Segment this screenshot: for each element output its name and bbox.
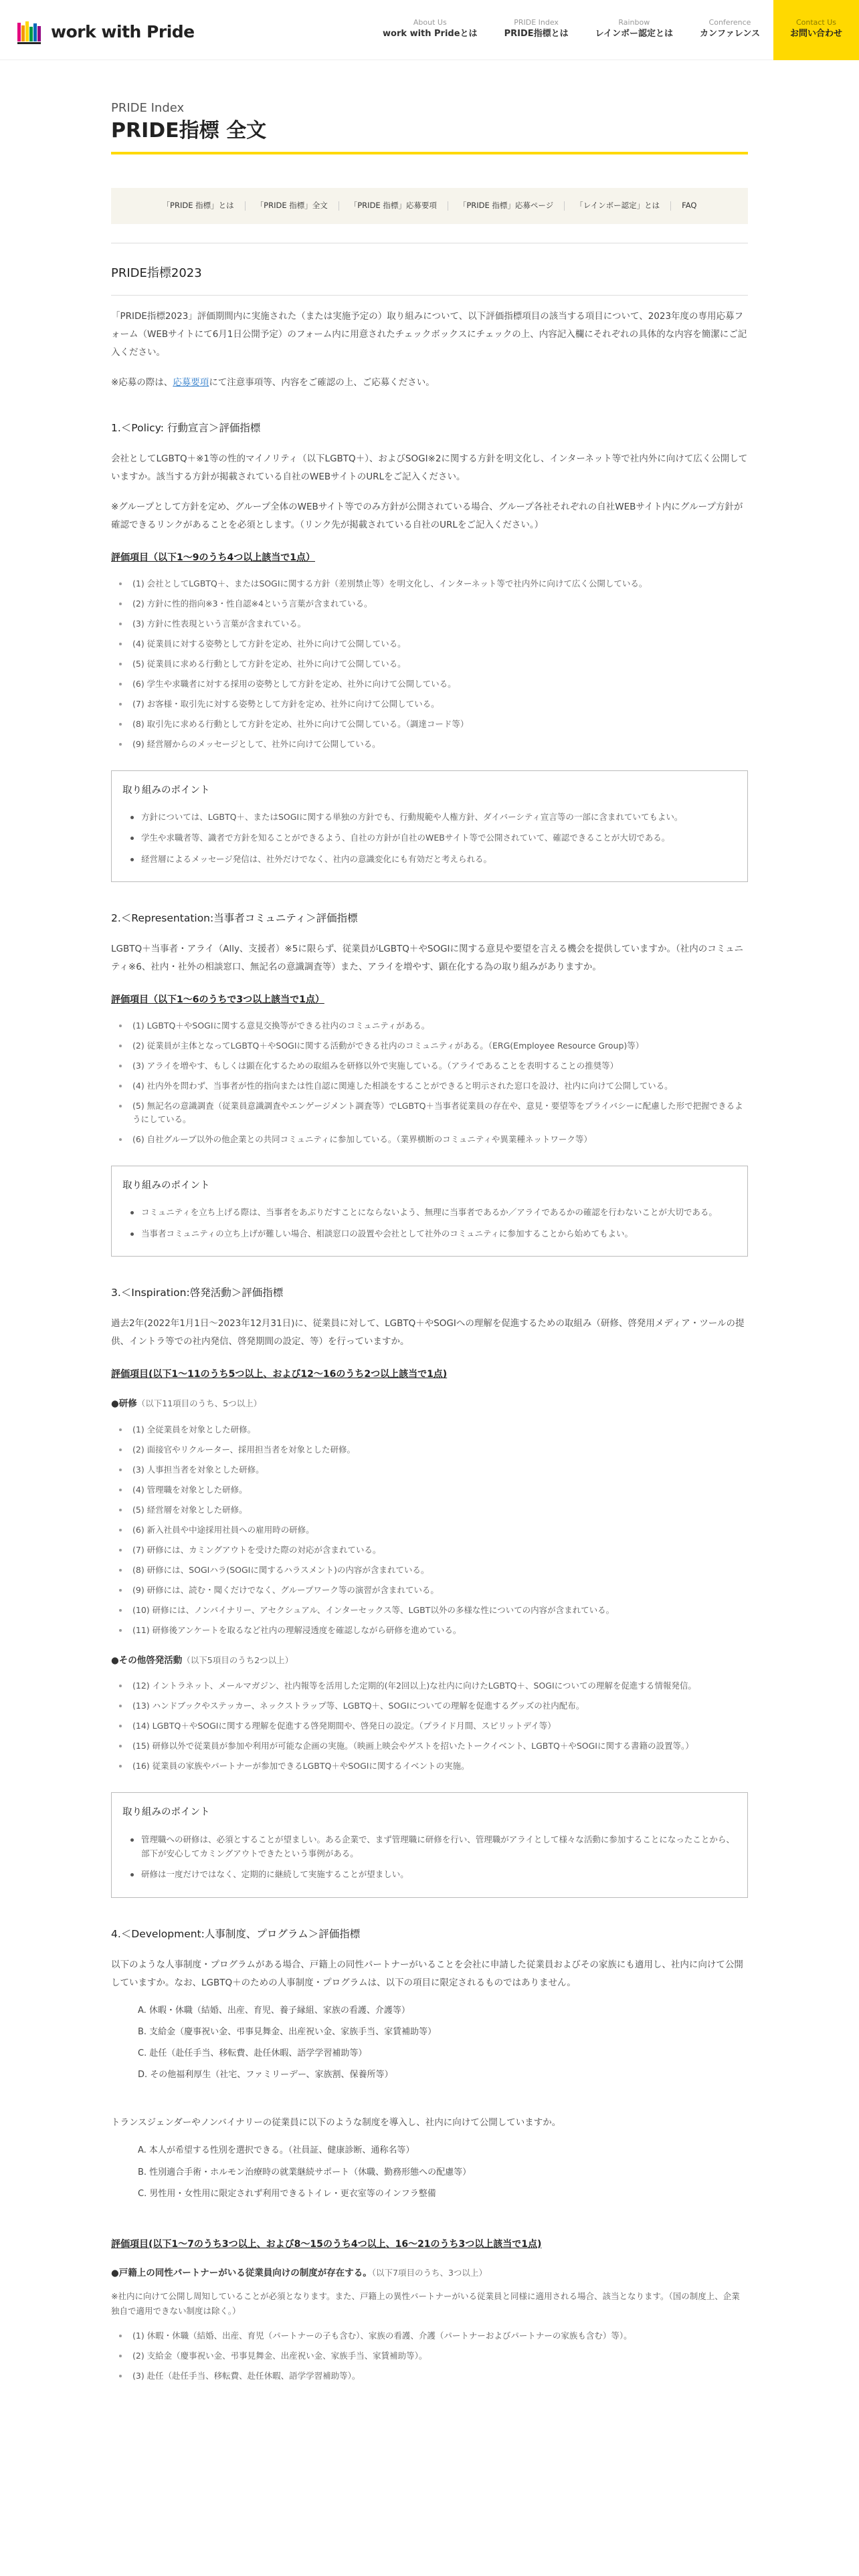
nav-rainbow-label: レインボー認定とは (595, 29, 673, 39)
global-nav (369, 0, 859, 60)
sec1-desc: 会社としてLGBTQ＋※1等の性的マイノリティ（以下LGBTQ＋）、およびSOGI※2に関する方針を明文化し、インターネット等で社内外に向けて広く公開していますか。該当する方針が掲載されている自社のWEBサイトのURLをご記入ください。 (111, 453, 748, 483)
list-item: (3) 人事担当者を対象とした研修。 (111, 1460, 748, 1480)
sec3-point-box (111, 1792, 748, 1897)
intro-paragraph: 「PRIDE指標2023」評価期間内に実施された（または実施予定の）取り組みについて、以下評価指標項目の該当する項目について、2023年度の専用応募フォーム（WEBサイトにて6月1日公開予定）のフォーム内に用意されたチェックボックスにチェックの上、内容記入欄にそれぞれの具体的な内容を簡潔にご記入ください。 (111, 310, 747, 358)
sec1-point-title: 取り組みのポイント (122, 784, 210, 796)
guidelines-link[interactable]: 応募要項 (173, 377, 209, 388)
list-item: A. 休暇・休職（結婚、出産、育児、養子縁組、家族の看護、介護等） (138, 2006, 410, 2016)
list-item: (2) 支給金（慶事祝い金、弔事見舞金、出産祝い金、家族手当、家賃補助等）。 (111, 2346, 748, 2366)
point-item: 経営層によるメッセージ発信は、社外だけでなく、社内の意識変化にも有効だと考えられる。 (122, 849, 737, 869)
sec2-items (111, 1016, 748, 1150)
list-item: (12) イントラネット、メールマガジン、社内報等を活用した定期的(年2回以上)な社内に向けたLGBTQ＋、SOGIについての理解を促進する情報発信。 (111, 1676, 748, 1696)
list-item: (1) 休暇・休職（結婚、出産、育児（パートナーの子も含む）、家族の看護、介護（パートナーおよびパートナーの家族も含む）等）。 (111, 2326, 748, 2346)
sec4-partner-label: ●戸籍上の同性パートナーがいる従業員向けの制度が存在する。 (111, 2268, 372, 2279)
sec3-other-heading (111, 1652, 748, 1670)
list-item: (4) 社内外を問わず、当事者が性的指向または性自認に関連した相談をすることができると明示された窓口を設け、社内に向けて公開している。 (111, 1076, 748, 1096)
sec1-title: 1.＜Policy: 行動宣言＞評価指標 (111, 421, 261, 434)
page-title: PRIDE指標 全文 (111, 119, 267, 143)
list-item: (9) 経営層からのメッセージとして、社外に向けて公開している。 (111, 734, 748, 754)
sec3-desc: 過去2年(2022年1月1日〜2023年12月31日)に、従業員に対して、LGBTQ＋やSOGIへの理解を促進するための取組み（研修、啓発用メディア・ツールの提供、イントラ等での社内発信、啓発期間の設定、等）を行っていますか。 (111, 1318, 745, 1348)
sec1-point-box (111, 770, 748, 882)
sec4-note: ※社内に向けて公開し周知していることが必須となります。また、戸籍上の異性パートナーがいる従業員と同様に適用される場合、該当となります。（国の制度上、企業独自で適用できない制度は除く。） (111, 2290, 740, 2317)
list-item: (2) 方針に性的指向※3・性自認※4という言葉が含まれている。 (111, 594, 748, 614)
sec3-eval-heading: 評価項目(以下1〜11のうち5つ以上、および12〜16のうち2つ以上該当で1点) (111, 1369, 448, 1380)
list-item: (3) 方針に性表現という言葉が含まれている。 (111, 614, 748, 634)
title-underline (111, 152, 748, 154)
sec3-training-label: ●研修 (111, 1398, 137, 1410)
sec3-other-label: ●その他啓発活動 (111, 1654, 183, 1666)
rainbow-logo-icon (16, 17, 45, 47)
list-item: (8) 研修には、SOGIハラ(SOGIに関するハラスメント)の内容が含まれている。 (111, 1560, 748, 1580)
subnav-rainbow[interactable]: 「レインボー認定」とは (564, 201, 670, 211)
list-item: (6) 自社グループ以外の他企業との共同コミュニティに参加している。（業界横断のコミュニティや異業種ネットワーク等） (111, 1130, 748, 1150)
subnav-apply[interactable]: 「PRIDE 指標」応募ページ (448, 201, 564, 211)
list-item: (5) 経営層を対象とした研修。 (111, 1500, 748, 1520)
nav-rainbow-sub: Rainbow (618, 18, 650, 27)
sec3-other-note: （以下5項目のうち2つ以上） (182, 1654, 294, 1665)
nav-about-label: work with Prideとは (383, 29, 478, 39)
sec4-partner-note: （以下7項目のうち、3つ以上） (371, 2268, 487, 2278)
logo-text: work with Pride (51, 22, 195, 41)
point-item: コミュニティを立ち上げる際は、当事者をあぶりだすことにならないよう、無理に当事者であるか／アライであるかの確認を行わないことが大切である。 (122, 1202, 737, 1222)
sec4-items (111, 2326, 748, 2386)
list-item: (16) 従業員の家族やパートナーが参加できるLGBTQ＋やSOGIに関するイベントの実施。 (111, 1756, 748, 1776)
sec4-benefit-list (111, 2000, 748, 2086)
list-item: (6) 新入社員や中途採用社員への雇用時の研修。 (111, 1520, 748, 1540)
sec2-eval-heading: 評価項目（以下1〜6のうちで3つ以上該当で1点） (111, 994, 324, 1006)
subnav-full-text[interactable]: 「PRIDE 指標」全文 (245, 201, 339, 211)
sec4-eval-heading: 評価項目(以下1〜7のうち3つ以上、および8〜15のうち4つ以上、16〜21のうち3つ以上該当で1点) (111, 2238, 542, 2250)
list-item: (1) LGBTQ＋やSOGIに関する意見交換等ができる社内のコミュニティがある。 (111, 1016, 748, 1036)
nav-pride-index-sub: PRIDE Index (514, 18, 559, 27)
nav-about-sub: About Us (413, 18, 447, 27)
sec1-note: ※グループとして方針を定め、グループ全体のWEBサイト等でのみ方針が公開されている場合、グループ各社それぞれの自社WEBサイト内にグループ方針が確認できるリンクがあることを必須とします。（リンク先が掲載されている自社のURLをご記入ください。） (111, 502, 743, 531)
list-item: C. 男性用・女性用に限定されず利用できるトイレ・更衣室等のインフラ整備 (138, 2188, 436, 2199)
list-item: D. その他福利厚生（社宅、ファミリーデー、家族割、保養所等） (138, 2070, 393, 2080)
intro-notice (111, 374, 748, 392)
list-item: C. 赴任（赴任手当、移転費、赴任休暇、語学学習補助等） (138, 2048, 367, 2059)
list-item: (3) 赴任（赴任手当、移転費、赴任休暇、語学学習補助等）。 (111, 2366, 748, 2386)
sec4-partner-heading (111, 2265, 748, 2282)
list-item: (2) 面接官やリクルーター、採用担当者を対象とした研修。 (111, 1440, 748, 1460)
point-item: 研修は一度だけではなく、定期的に継続して実施することが望ましい。 (122, 1864, 737, 1885)
list-item: (15) 研修以外で従業員が参加や利用が可能な企画の実施。（映画上映会やゲストを招いたトークイベント、LGBTQ＋やSOGIに関する書籍の設置等。） (111, 1736, 748, 1756)
sec2-point-title: 取り組みのポイント (122, 1180, 210, 1191)
point-item: 当事者コミュニティの立ち上げが難しい場合、相談窓口の設置や会社として社外のコミュニティに参加することから始めてもよい。 (122, 1223, 737, 1244)
list-item: (8) 取引先に求める行動として方針を定め、社外に向けて公開している。（調達コード等） (111, 714, 748, 734)
point-item: 方針については、LGBTQ＋、またはSOGIに関する単独の方針でも、行動規範や人権方針、ダイバーシティ宣言等の一部に含まれていてもよい。 (122, 807, 737, 827)
sec2-title: 2.＜Representation:当事者コミュニティ＞評価指標 (111, 911, 358, 924)
list-item: B. 性別適合手術・ホルモン治療時の就業継続サポート（休職、勤務形態への配慮等） (138, 2167, 472, 2177)
sec2-desc: LGBTQ＋当事者・アライ（Ally、支援者）※5に限らず、従業員がLGBTQ＋やSOGIに関する意見や要望を言える機会を提供していますか。（社内のコミュニティ※6、社内・社外の相談窓口、無記名の意識調査等）また、アライを増やす、顕在化する為の取り組みがありますか。 (111, 944, 743, 973)
site-header (0, 0, 859, 60)
subnav-about-index[interactable]: 「PRIDE 指標」とは (162, 201, 234, 211)
contact-label: お問い合わせ (789, 29, 842, 39)
sec3-training-note: （以下11項目のうち、5つ以上） (136, 1398, 262, 1409)
nav-pride-index-label: PRIDE指標とは (504, 29, 569, 39)
contact-sub: Contact Us (795, 18, 837, 27)
list-item: (11) 研修後アンケートを取るなど社内の理解浸透度を確認しながら研修を進めている。 (111, 1620, 748, 1640)
sec1-eval-heading: 評価項目（以下1〜9のうち4つ以上該当で1点） (111, 552, 315, 564)
subnav-guidelines[interactable]: 「PRIDE 指標」応募要項 (339, 201, 448, 211)
sec3-title: 3.＜Inspiration:啓発活動＞評価指標 (111, 1286, 284, 1299)
nav-rainbow[interactable] (582, 0, 686, 60)
sec3-training-items (111, 1420, 748, 1640)
main-content (111, 100, 748, 2386)
list-item: (10) 研修には、ノンバイナリー、アセクシュアル、インターセックス等、LGBT以外の多様な性についての内容が含まれている。 (111, 1600, 748, 1620)
list-item: (13) ハンドブックやステッカー、ネックストラップ等、LGBTQ＋、SOGIについての理解を促進するグッズの社内配布。 (111, 1696, 748, 1716)
list-item: (6) 学生や求職者に対する採用の姿勢として方針を定め、社外に向けて公開している。 (111, 674, 748, 694)
list-item: (9) 研修には、読む・聞くだけでなく、グループワーク等の演習が含まれている。 (111, 1580, 748, 1600)
sec4-trans-list (111, 2140, 748, 2204)
sec3-point-title: 取り組みのポイント (122, 1807, 210, 1818)
list-item: (4) 従業員に対する姿勢として方針を定め、社外に向けて公開している。 (111, 634, 748, 654)
nav-conference[interactable] (686, 0, 773, 60)
sec4-title: 4.＜Development:人事制度、プログラム＞評価指標 (111, 1927, 361, 1940)
list-item: (5) 従業員に求める行動として方針を定め、社外に向けて公開している。 (111, 654, 748, 674)
list-item: (7) 研修には、カミングアウトを受けた際の対応が含まれている。 (111, 1540, 748, 1560)
list-item: (7) お客様・取引先に対する姿勢として方針を定め、社外に向けて公開している。 (111, 694, 748, 714)
list-item: A. 本人が希望する性別を選択できる。（社員証、健康診断、通称名等） (138, 2145, 415, 2156)
sub-navigation (111, 188, 748, 224)
list-item: (4) 管理職を対象とした研修。 (111, 1480, 748, 1500)
intro-heading: PRIDE指標2023 (111, 262, 748, 295)
list-item: (5) 無記名の意識調査（従業員意識調査やエンゲージメント調査等）でLGBTQ＋当事者従業員の存在や、意見・要望等をプライバシーに配慮した形で把握できるようにしている。 (111, 1096, 748, 1130)
nav-conference-sub: Conference (708, 18, 751, 27)
nav-about[interactable] (369, 0, 491, 60)
point-item: 管理職への研修は、必須とすることが望ましい。ある企業で、まず管理職に研修を行い、管理職がアライとして様々な活動に参加することになったことから、部下が安心してカミングアウトできたという事例がある。 (122, 1829, 737, 1864)
list-item: B. 支給金（慶事祝い金、弔事見舞金、出産祝い金、家族手当、家賃補助等） (138, 2027, 437, 2038)
sec2-point-box (111, 1166, 748, 1257)
intro-notice-post: にて注意事項等、内容をご確認の上、ご応募ください。 (209, 377, 435, 388)
subnav-faq[interactable]: FAQ (670, 201, 707, 211)
page-eyebrow: PRIDE Index (111, 101, 185, 115)
intro-notice-pre: ※応募の際は、 (111, 377, 173, 388)
list-item: (1) 全従業員を対象とした研修。 (111, 1420, 748, 1440)
point-item: 学生や求職者等、識者で方針を知ることができるよう、自社の方針が自社のWEBサイト等で公開されていて、確認できることが大切である。 (122, 827, 737, 848)
sec1-items (111, 574, 748, 754)
list-item: (2) 従業員が主体となってLGBTQ＋やSOGIに関する活動ができる社内のコミュニティがある。（ERG(Employee Resource Group)等） (111, 1036, 748, 1056)
sec4-desc: 以下のような人事制度・プログラムがある場合、戸籍上の同性パートナーがいることを会社に申請した従業員およびその家族にも適用し、社内に向けて公開していますか。なお、LGBTQ＋のための人事制度・プログラムは、以下の項目に限定されるものではありません。 (111, 1959, 743, 1989)
sec4-trans-desc: トランスジェンダーやノンバイナリーの従業員に以下のような制度を導入し、社内に向けて公開していますか。 (111, 2117, 561, 2129)
contact-button[interactable] (773, 0, 859, 60)
list-item: (3) アライを増やす、もしくは顕在化するための取組みを研修以外で実施している。（アライであることを表明することの推奨等） (111, 1056, 748, 1076)
nav-pride-index[interactable] (491, 0, 582, 60)
list-item: (14) LGBTQ＋やSOGIに関する理解を促進する啓発期間や、啓発日の設定。（プライド月間、スピリットデイ等） (111, 1716, 748, 1736)
list-item: (1) 会社としてLGBTQ＋、またはSOGIに関する方針（差別禁止等）を明文化し、インターネット等で社内外に向けて広く公開している。 (111, 574, 748, 594)
site-logo[interactable] (16, 16, 195, 48)
sec3-training-heading (111, 1396, 748, 1413)
nav-conference-label: カンファレンス (699, 29, 760, 39)
sec3-other-items (111, 1676, 748, 1776)
